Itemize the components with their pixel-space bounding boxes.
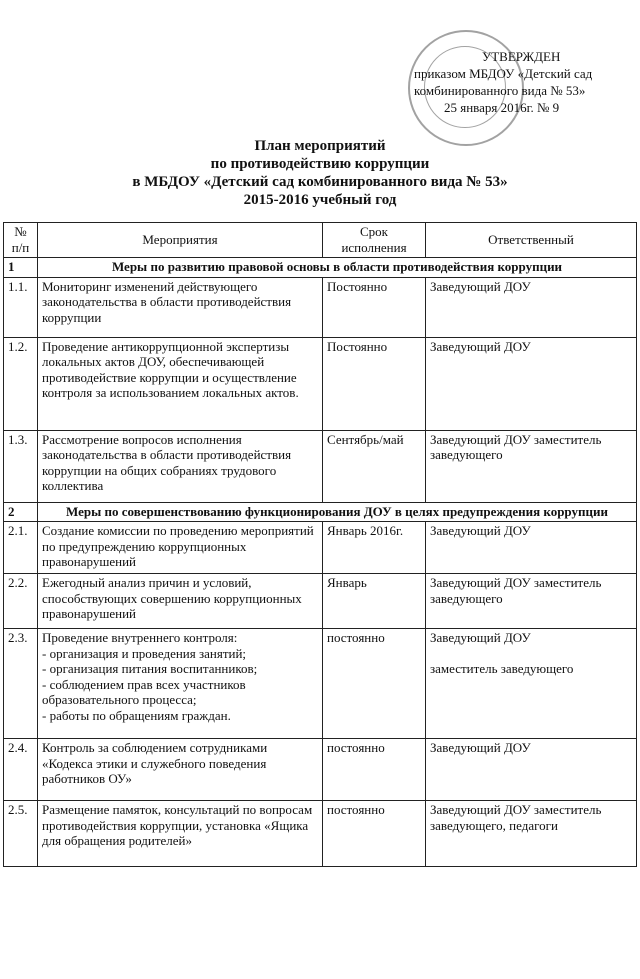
row-responsible: Заведующий ДОУ заместитель заведующего [426,629,637,739]
title-line-1: План мероприятий [254,138,386,154]
table-row [4,739,637,801]
row-event: Создание комиссии по проведению мероприятий по предупреждению коррупционных правонарушений [38,522,323,574]
row-event: Проведение внутреннего контроля: - организация и проведения занятий; - организация питания воспитанников; - соблюдением прав всех участников образовательного процесса; - работы по обращениям граждан. [38,629,323,739]
row-responsible: Заведующий ДОУ [426,739,637,801]
header-responsible: Ответственный [426,223,637,258]
approval-org: комбинированного вида № 53» [414,83,586,98]
title-line-4: 2015-2016 учебный год [243,192,397,208]
row-responsible: Заведующий ДОУ [426,522,637,574]
approval-order: приказом МБДОУ «Детский сад [414,66,593,81]
row-num: 1.1. [4,277,38,337]
row-term: Постоянно [323,277,426,337]
header-num: № п/п [4,223,38,258]
table-body [4,258,637,867]
row-event: Рассмотрение вопросов исполнения законодательства в области противодействия коррупции на общих собраниях трудового коллектива [38,430,323,502]
row-responsible: Заведующий ДОУ заместитель заведующего [426,574,637,629]
row-term: Январь 2016г. [323,522,426,574]
row-num: 1.3. [4,430,38,502]
table-header-row [4,223,637,258]
section-row [4,258,637,278]
table-row [4,277,637,337]
section-title: Меры по совершенствованию функционирования ДОУ в целях предупреждения коррупции [38,502,637,522]
table-row [4,801,637,867]
row-event: Размещение памяток, консультаций по вопросам противодействия коррупции, установка «Ящика для обращения родителей» [38,801,323,867]
row-num: 1.2. [4,337,38,430]
row-term: Сентябрь/май [323,430,426,502]
row-event: Ежегодный анализ причин и условий, способствующих совершению коррупционных правонарушений [38,574,323,629]
row-event: Проведение антикоррупционной экспертизы локальных актов ДОУ, обеспечивающей противодействие коррупции и осуществление контроля за использованием локальных актов. [38,337,323,430]
row-term: Постоянно [323,337,426,430]
section-title: Меры по развитию правовой основы в области противодействия коррупции [38,258,637,278]
row-responsible: Заведующий ДОУ заместитель заведующего [426,430,637,502]
table-row [4,522,637,574]
table-row [4,430,637,502]
row-num: 2.2. [4,574,38,629]
row-responsible: Заведующий ДОУ [426,277,637,337]
title-line-2: по противодействию коррупции [210,156,430,172]
header-event: Мероприятия [38,223,323,258]
approval-heading: УТВЕРЖДЕН [482,49,561,64]
section-row [4,502,637,522]
table-row [4,629,637,739]
document-title [0,137,640,209]
approval-block [412,48,637,116]
row-term: Январь [323,574,426,629]
row-num: 2.5. [4,801,38,867]
row-responsible: Заведующий ДОУ [426,337,637,430]
section-num: 2 [4,502,38,522]
row-event: Контроль за соблюдением сотрудниками «Кодекса этики и служебного поведения работников ОУ» [38,739,323,801]
row-num: 2.3. [4,629,38,739]
plan-table [3,222,637,867]
row-term: постоянно [323,739,426,801]
title-line-3: в МБДОУ «Детский сад комбинированного вида № 53» [132,174,508,190]
row-event: Мониторинг изменений действующего законодательства в области противодействия коррупции [38,277,323,337]
approval-date: 25 января 2016г. № 9 [444,100,560,115]
row-num: 2.4. [4,739,38,801]
table-row [4,337,637,430]
row-term: постоянно [323,629,426,739]
section-num: 1 [4,258,38,278]
row-term: постоянно [323,801,426,867]
row-responsible: Заведующий ДОУ заместитель заведующего, педагоги [426,801,637,867]
row-num: 2.1. [4,522,38,574]
header-term: Срок исполнения [323,223,426,258]
table-row [4,574,637,629]
